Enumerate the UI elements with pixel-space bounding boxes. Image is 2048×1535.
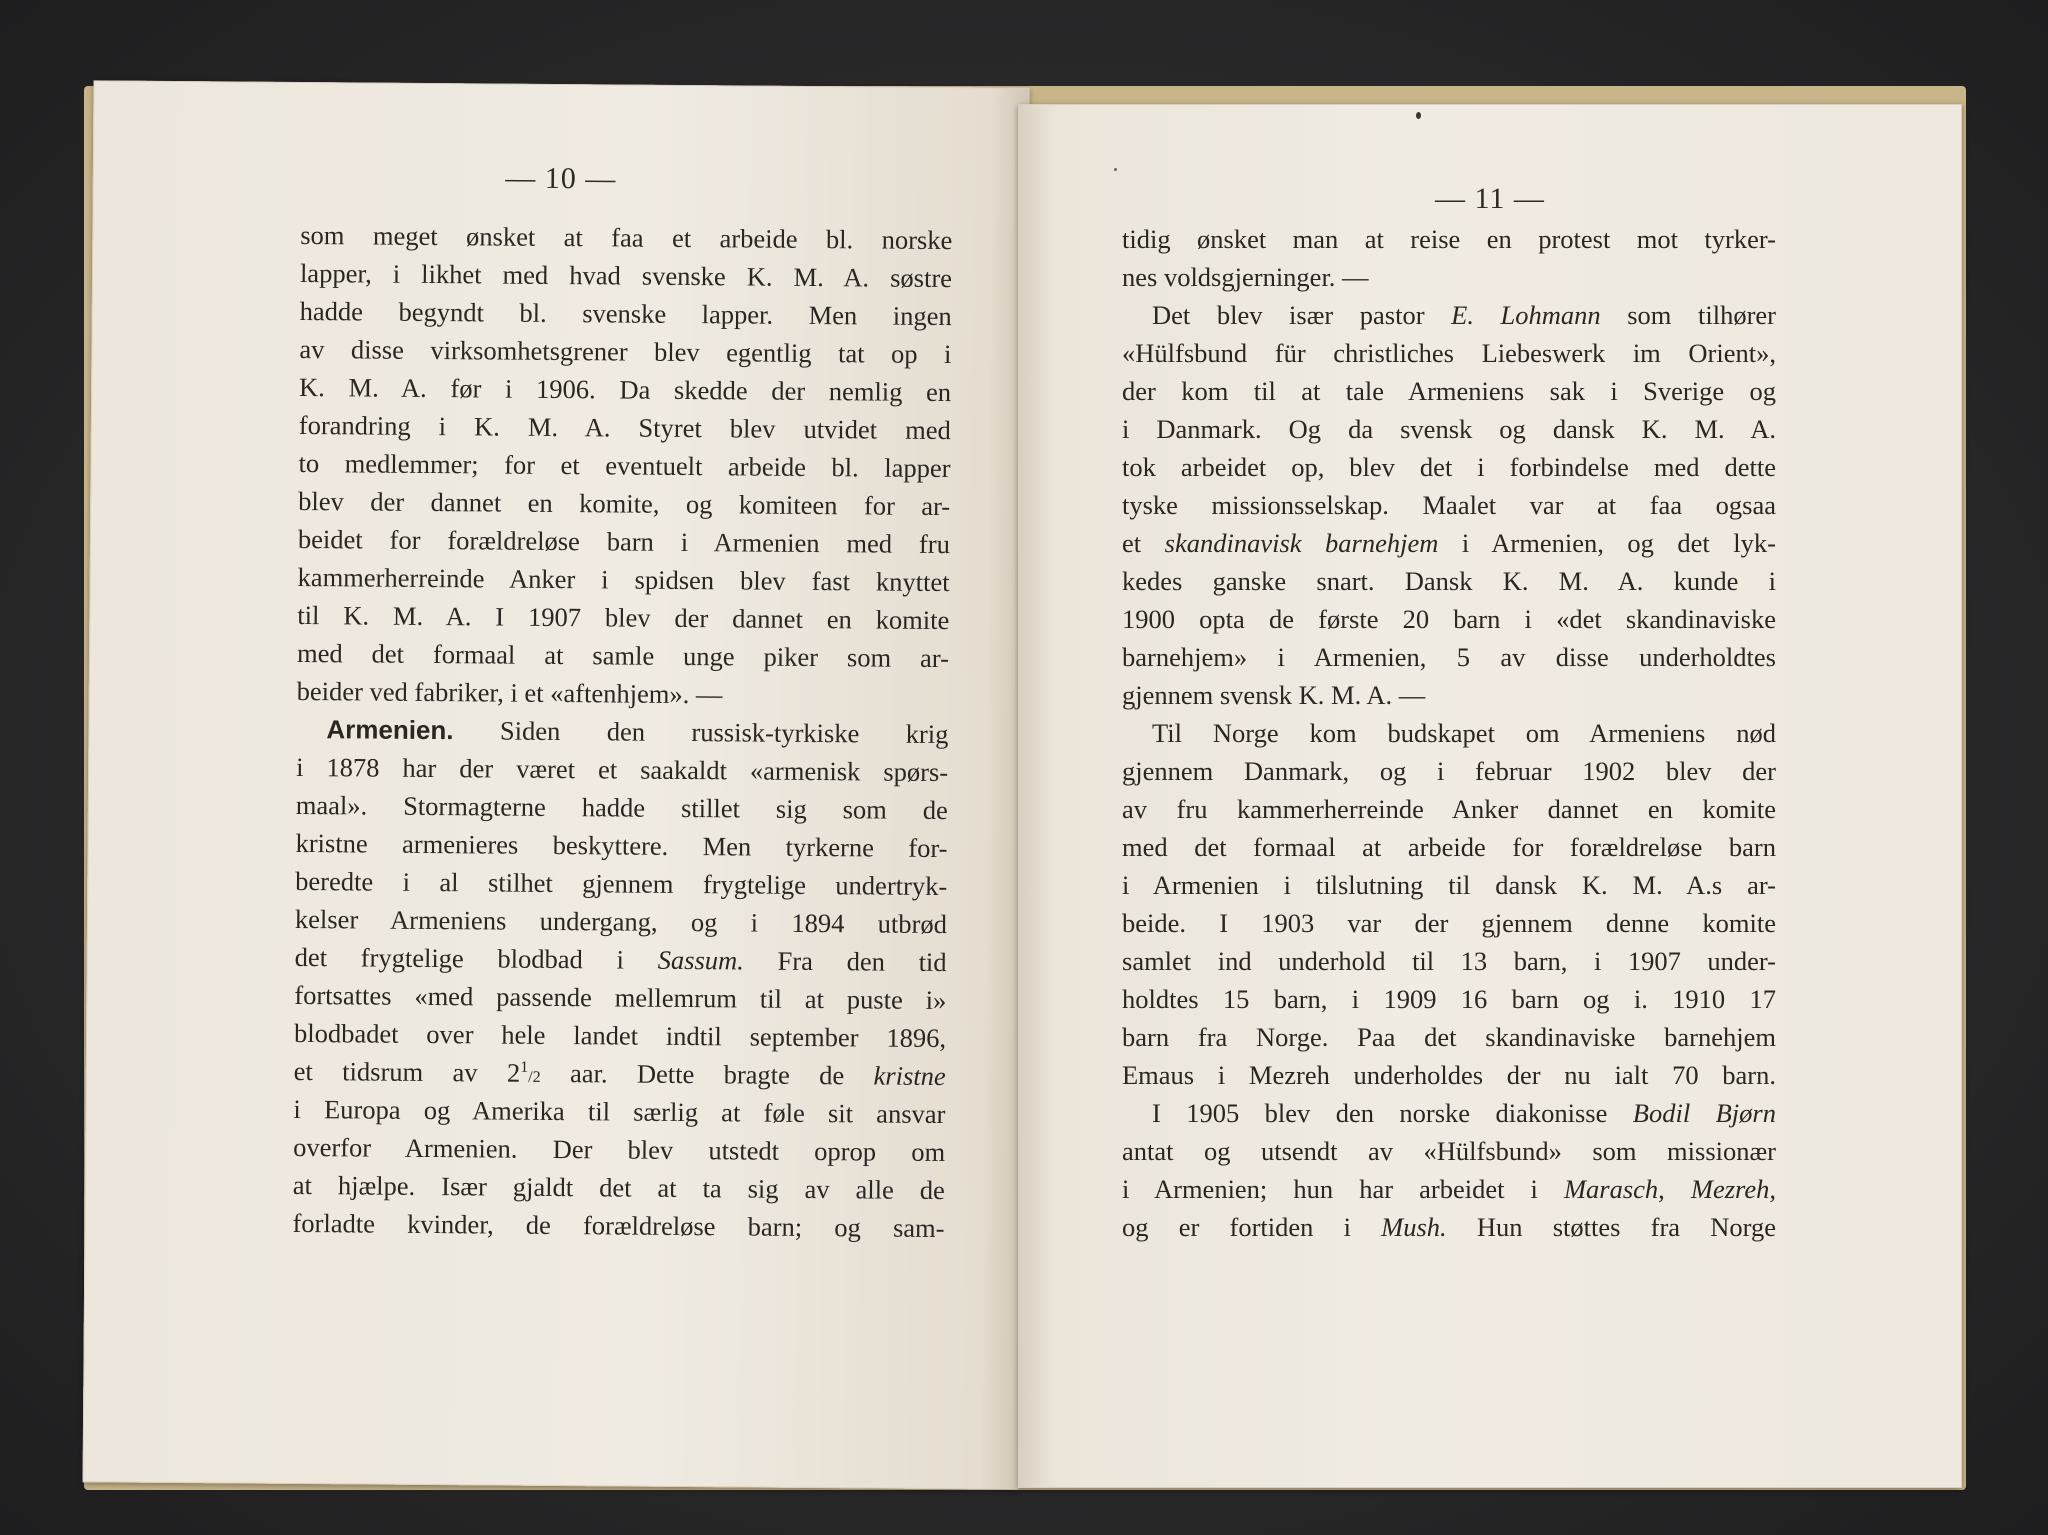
text-segment: Bodil Bjørn (1632, 1098, 1776, 1128)
text-segment: to medlemmer; for et eventuelt arbeide bl. lapper (298, 447, 951, 484)
text-segment: K. M. A. før i 1906. Da skedde der nemlig en (299, 371, 952, 408)
ink-speck (1416, 112, 1421, 119)
text-segment: forandring i K. M. A. Styret blev utvidet med (298, 409, 951, 446)
text-segment: der kom til at tale Armeniens sak i Sverige og (1122, 376, 1776, 406)
text-segment: lapper, i likhet med hvad svenske K. M. A. søstre (299, 257, 953, 294)
text-segment: beidet for forældreløse barn i Armenien med fru (297, 523, 951, 560)
text-line (293, 1166, 945, 1209)
text-segment: i Europa og Amerika til særlig at føle sit ansvar (293, 1093, 946, 1130)
text-line (299, 368, 951, 411)
text-segment: beide. I 1903 var der gjennem denne komite (1122, 908, 1776, 938)
text-line (293, 1090, 945, 1133)
text-segment: nes voldsgjerninger. — (1122, 262, 1369, 292)
text-segment: holdtes 15 barn, i 1909 16 barn og i. 1910 17 (1122, 984, 1776, 1014)
text-line (1122, 410, 1776, 448)
left-page (83, 80, 1030, 1489)
text-segment: samlet ind underhold til 13 barn, i 1907 under- (1122, 946, 1776, 976)
text-segment: tyske missionsselskap. Maalet var at faa ogsaa (1122, 490, 1776, 520)
text-line (294, 1052, 946, 1095)
text-segment: Marasch, Mezreh, (1563, 1174, 1776, 1204)
text-line (298, 444, 950, 487)
text-line (1122, 448, 1776, 486)
text-segment: tidig ønsket man at reise en protest mot tyrker- (1122, 224, 1776, 254)
left-page-text (292, 216, 952, 1247)
text-line (296, 786, 948, 829)
text-line (298, 482, 950, 525)
text-segment: Fra den tid (743, 945, 947, 978)
right-page-text (1122, 220, 1776, 1246)
text-segment: «Hülfsbund für christliches Liebeswerk im Orient», (1122, 338, 1776, 368)
text-segment: E. Lohmann (1451, 300, 1601, 330)
text-line (1122, 980, 1776, 1018)
text-segment: blev der dannet en komite, og komiteen for ar- (298, 485, 951, 522)
page-number-left: — 10 — (505, 161, 617, 196)
text-segment: i Armenien; hun har arbeidet i (1122, 1174, 1564, 1204)
text-line (1122, 220, 1776, 258)
text-line (1122, 638, 1776, 676)
text-segment: skandinavisk barnehjem (1164, 528, 1439, 558)
text-line (297, 558, 949, 601)
page-number-right: — 11 — (1435, 182, 1545, 215)
text-line (300, 216, 952, 259)
text-segment: av fru kammerherreinde Anker dannet en komite (1122, 794, 1776, 824)
text-segment: som meget ønsket at faa et arbeide bl. norske (300, 219, 953, 256)
section-heading: Armenien. (326, 714, 454, 746)
text-line (1122, 1170, 1776, 1208)
text-line (1122, 1018, 1776, 1056)
text-line (1122, 372, 1776, 410)
text-segment: av disse virksomhetsgrener blev egentlig tat op i (299, 333, 952, 370)
text-segment: 2 (532, 1068, 541, 1086)
text-segment: fortsattes «med passende mellemrum til at puste i» (294, 979, 947, 1016)
text-line (1122, 790, 1776, 828)
text-segment: Sassum. (657, 944, 744, 976)
text-line (1122, 296, 1776, 334)
text-segment: antat og utsendt av «Hülfsbund» som missionær (1122, 1136, 1776, 1166)
text-line (298, 520, 950, 563)
text-segment: gjennem svensk K. M. A. — (1122, 680, 1426, 710)
text-segment: 1900 opta de første 20 barn i «det skandinaviske (1122, 604, 1776, 634)
text-segment: i Danmark. Og da svensk og dansk K. M. A. (1122, 414, 1776, 444)
text-segment: i Armenien, og det lyk- (1438, 528, 1776, 558)
text-line (297, 634, 949, 677)
text-line (293, 1128, 945, 1171)
text-segment: Hun støttes fra Norge (1446, 1212, 1776, 1242)
text-segment: Emaus i Mezreh underholdes der nu ialt 70 barn. (1122, 1060, 1776, 1090)
text-segment: som tilhører (1600, 300, 1776, 330)
text-segment: barn fra Norge. Paa det skandinaviske barnehjem (1122, 1022, 1776, 1052)
text-segment: blodbadet over hele landet indtil september 1896, (293, 1017, 947, 1054)
right-page (1018, 104, 1962, 1488)
text-line (296, 710, 948, 753)
text-line (297, 672, 949, 715)
text-line (1122, 904, 1776, 942)
text-segment: et (1122, 528, 1165, 558)
text-line (300, 292, 952, 335)
text-line (294, 976, 946, 1019)
text-line (292, 1204, 944, 1247)
text-segment: i 1878 har der været et saakaldt «armenisk spørs- (296, 751, 949, 788)
text-segment: i Armenien i tilslutning til dansk K. M. A.s ar- (1122, 870, 1776, 900)
text-line (1122, 676, 1776, 714)
text-segment: I 1905 blev den norske diakonisse (1152, 1098, 1633, 1128)
text-line (1122, 486, 1776, 524)
text-segment: med det formaal at samle unge piker som ar- (296, 637, 950, 674)
text-segment: det frygtelige blodbad i (294, 941, 658, 975)
text-line (296, 748, 948, 791)
text-line (1122, 866, 1776, 904)
text-segment: med det formaal at arbeide for forældreløse barn (1122, 832, 1776, 862)
text-line (295, 862, 947, 905)
text-line (1122, 828, 1776, 866)
text-line (1122, 562, 1776, 600)
text-segment: kristne armenieres beskyttere. Men tyrkerne for- (295, 827, 948, 864)
text-line (295, 824, 947, 867)
text-segment: at hjælpe. Især gjaldt det at ta sig av alle de (292, 1169, 945, 1206)
paper-speck (1114, 168, 1117, 171)
text-line (1122, 1132, 1776, 1170)
text-line (299, 330, 951, 373)
text-segment: gjennem Danmark, og i februar 1902 blev der (1122, 756, 1776, 786)
text-line (1122, 752, 1776, 790)
text-segment: beider ved fabriker, i et «aftenhjem». — (296, 675, 723, 710)
text-line (300, 254, 952, 297)
text-segment: tok arbeidet op, blev det i forbindelse med dette (1122, 452, 1776, 482)
text-line (1122, 1094, 1776, 1132)
text-segment: kammerherreinde Anker i spidsen blev fast knyttet (297, 561, 950, 598)
text-segment: Til Norge kom budskapet om Armeniens nød (1152, 718, 1776, 748)
text-segment: kristne (873, 1060, 946, 1092)
text-segment: forladte kvinder, de forældreløse barn; og sam- (292, 1207, 945, 1244)
text-line (1122, 600, 1776, 638)
text-segment: kelser Armeniens undergang, og i 1894 utbrød (294, 903, 948, 940)
text-segment: 1 (520, 1058, 529, 1076)
text-line (1122, 334, 1776, 372)
text-segment: / (528, 1068, 533, 1086)
text-segment: aar. Dette bragte de (540, 1057, 874, 1091)
text-segment: overfor Armenien. Der blev utstedt oprop om (293, 1131, 946, 1168)
text-segment: Siden den russisk-tyrkiske krig (453, 715, 949, 750)
text-segment: hadde begyndt bl. svenske lapper. Men ingen (299, 295, 952, 332)
text-line (1122, 942, 1776, 980)
text-line (1122, 1208, 1776, 1246)
text-line (1122, 524, 1776, 562)
text-line (1122, 258, 1776, 296)
text-segment: barnehjem» i Armenien, 5 av disse underholdtes (1122, 642, 1776, 672)
text-line (295, 900, 947, 943)
text-segment: kedes ganske snart. Dansk K. M. A. kunde i (1122, 566, 1776, 596)
text-segment: et tidsrum av 2 (293, 1055, 521, 1088)
text-line (294, 1014, 946, 1057)
text-segment: Det blev især pastor (1152, 300, 1452, 330)
text-line (294, 938, 946, 981)
text-segment: beredte i al stilhet gjennem frygtelige undertryk- (295, 865, 948, 902)
text-segment: Mush. (1381, 1212, 1447, 1242)
text-segment: og er fortiden i (1122, 1212, 1382, 1242)
text-line (297, 596, 949, 639)
text-segment: til K. M. A. I 1907 blev der dannet en komite (297, 599, 950, 636)
text-line (1122, 714, 1776, 752)
text-segment: maal». Stormagterne hadde stillet sig som de (295, 789, 948, 826)
text-line (299, 406, 951, 449)
text-line (1122, 1056, 1776, 1094)
